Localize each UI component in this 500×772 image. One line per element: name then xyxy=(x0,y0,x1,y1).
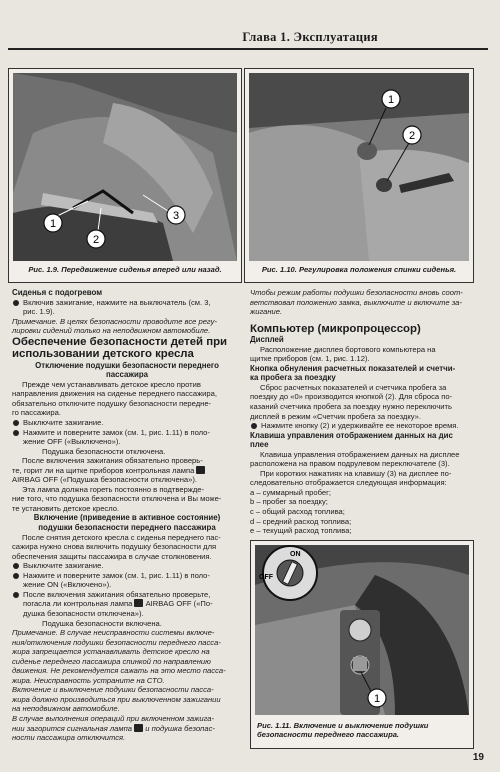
airbag-off-icon xyxy=(134,724,143,732)
page-header xyxy=(8,28,488,50)
text-line: жение ON («Включено»). xyxy=(23,580,112,590)
callout-label: 3 xyxy=(172,210,180,222)
figure-caption: Рис. 1.10. Регулировка положения спинки сиденья. xyxy=(261,265,457,274)
switch-off-label: OFF xyxy=(259,574,273,581)
heading-heated-seats: Сиденья с подогревом xyxy=(12,288,103,297)
note-line: ветствовал положению замка, выключите и включите за- xyxy=(250,297,462,307)
page-number: 19 xyxy=(472,752,484,763)
note-line: лировки сидений только на неподвижном автомобиле. xyxy=(12,326,211,336)
text-line: обеспечения защиты пассажира в случае столкновения. xyxy=(12,551,212,561)
airbag-off-icon xyxy=(196,466,205,474)
text-line: рис. 1.9). xyxy=(23,307,55,317)
list-item: d – средний расход топлива; xyxy=(250,516,352,526)
text-span: те, горит ли на щитке приборов контрольная лампа xyxy=(12,465,195,475)
text-line: те установить детское кресло. xyxy=(12,503,120,513)
text-line: жение OFF («Выключено»). xyxy=(23,437,121,447)
text-line: AIRBAG OFF («Подушка безопасности отключена»). xyxy=(12,475,197,485)
text-span: и подушка безопас- xyxy=(145,723,215,733)
subheading: Отключение подушки безопасности переднего xyxy=(35,360,219,370)
subheading: ка пробега за поездку xyxy=(250,373,336,383)
text-line: После включения зажигания обязательно проверь- xyxy=(22,456,203,466)
text-line: Прежде чем устанавливать детское кресло против xyxy=(22,379,201,389)
section-title-line: использовании детского кресла xyxy=(12,348,194,361)
section-title: Компьютер (микропроцессор) xyxy=(250,322,421,335)
callout-label: 2 xyxy=(408,130,416,142)
seat-adjust-photo xyxy=(13,73,237,261)
text-line: Клавиша управления отображением данных на дисплее xyxy=(260,449,460,459)
figure-1-9 xyxy=(8,68,242,283)
text-line: сажира нужно снова включить подушку безопасности для xyxy=(12,542,217,552)
text-line: расположена на правом подрулевом переключателе (3). xyxy=(250,459,450,469)
text-line: Эта лампа должна гореть постоянно в подтвержде- xyxy=(22,484,205,494)
callout-label: 1 xyxy=(387,94,395,106)
note-line: Примечание. В целях безопасности проводите все регу- xyxy=(12,316,217,326)
text-span: нии загорится сигнальная лампа xyxy=(12,723,132,733)
list-item: c – общий расход топлива; xyxy=(250,506,345,516)
seatback-adjust-photo xyxy=(249,73,469,261)
text-line: щитке приборов (см. 1, рис. 1.12). xyxy=(250,354,370,364)
figure-caption: Рис. 1.11. Включение и выключение подушки безопасности переднего пассажира. xyxy=(257,721,429,739)
text-line: Включив зажигание, нажмите на выключатель (см. 3, xyxy=(12,298,242,308)
note-line xyxy=(12,724,242,734)
note-line: сиденье переднего пассажира спинкой по направлению xyxy=(12,656,211,666)
text-line xyxy=(12,599,242,609)
note-line: ности пассажира отключится. xyxy=(12,733,126,743)
text-line: обязательно отключите подушку безопасности передне- xyxy=(12,398,212,408)
note-line: Включение и выключение подушки безопасности пасса- xyxy=(12,685,214,695)
bullet-item: После включения зажигания обязательно проверьте, xyxy=(12,590,242,600)
list-item: a – суммарный пробег; xyxy=(250,487,331,497)
airbag-off-icon xyxy=(134,599,143,607)
callout-label: 2 xyxy=(92,234,100,246)
note-line: жира. Неисправность устраните на СТО. xyxy=(12,675,165,685)
right-column xyxy=(250,288,475,536)
text-line: дисплей в режим «Счетчик пробега за поездку». xyxy=(250,411,421,421)
callout-label: 1 xyxy=(49,218,57,230)
text-line: При коротких нажатиях на клавишу (3) на дисплее по- xyxy=(260,468,452,478)
note-line: В случае выполнения операций при включенном зажига- xyxy=(12,713,214,723)
list-item: b – пробег за поездку; xyxy=(250,497,328,507)
list-item: e – текущий расход топлива; xyxy=(250,526,352,536)
text-line: следовательно отображается следующая информация: xyxy=(250,478,447,488)
note-line: жира должно производиться при выключенном зажигании xyxy=(12,694,221,704)
subheading: Включение (приведение в активное состояние) xyxy=(33,513,221,523)
bullet-item: Выключите зажигание. xyxy=(12,561,242,571)
section-title-line: Обеспечение безопасности детей при xyxy=(12,335,228,348)
text-line: казаний счетчика пробега за поездку нужно переключить xyxy=(250,401,452,411)
text-line xyxy=(12,466,242,476)
note-line: Чтобы режим работы подушки безопасности вновь соот- xyxy=(250,288,463,297)
note-line: на неподвижном автомобиле. xyxy=(12,704,120,714)
text-line: Подушка безопасности включена. xyxy=(42,618,162,628)
subheading: Кнопка обнуления расчетных показателей и счетчи- xyxy=(250,363,456,373)
chapter-title: Глава 1. Эксплуатация xyxy=(242,30,378,44)
subheading: Клавиша управления отображением данных на дис xyxy=(250,430,453,440)
text-line: направления движения на сиденье переднего пассажира, xyxy=(12,389,217,399)
figure-1-11 xyxy=(250,540,474,749)
text-line: ние того, что подушка безопасности отключена и Вы може- xyxy=(12,494,222,504)
note-line: жира запрещается устанавливать детское кресло на xyxy=(12,647,210,657)
text-line: го пассажира. xyxy=(12,408,61,418)
text-line: душка безопасности отключена»). xyxy=(23,608,144,618)
callout-label: 1 xyxy=(373,693,381,705)
figure-caption: Рис. 1.9. Передвижение сиденья вперед или назад. xyxy=(28,265,222,274)
bullet-item: Нажмите и поверните замок (см. 1, рис. 1.11) в поло- xyxy=(12,571,242,581)
text-span: погасла ли контрольная лампа xyxy=(23,599,133,609)
bullet-item: Выключите зажигание. xyxy=(12,418,242,428)
subheading: подушки безопасности переднего пассажира xyxy=(38,523,216,533)
text-span: AIRBAG OFF («По- xyxy=(145,599,213,609)
left-column xyxy=(12,288,242,743)
note-line: движения. Не рекомендуется сажать на это место пасса- xyxy=(12,666,226,676)
subheading: пассажира xyxy=(105,370,149,380)
text-line: Расположение дисплея бортового компьютера на xyxy=(260,344,436,354)
subheading: Дисплей xyxy=(250,335,284,345)
text-line: Подушка безопасности отключена. xyxy=(42,446,166,456)
subheading: плее xyxy=(250,440,269,450)
airbag-switch-photo xyxy=(255,545,469,715)
switch-on-label: ON xyxy=(290,551,301,558)
bullet-item: Нажмите и поверните замок (см. 1, рис. 1.11) в поло- xyxy=(12,428,242,438)
figure-1-10 xyxy=(244,68,474,283)
text-line: После снятия детского кресла с сиденья переднего пас- xyxy=(22,532,221,542)
text-line: поездку до «0» производится кнопкой (2). Для сброса по- xyxy=(250,392,453,402)
note-line: жигание. xyxy=(250,307,283,317)
note-line: ния/отключения подушки безопасности переднего пасса- xyxy=(12,637,221,647)
bullet-item: Нажмите кнопку (2) и удерживайте ее некоторое время. xyxy=(250,421,475,431)
text-line: Сброс расчетных показателей и счетчика пробега за xyxy=(260,382,447,392)
note-line: Примечание. В случае неисправности системы включе- xyxy=(12,628,215,638)
section-title xyxy=(12,336,242,361)
